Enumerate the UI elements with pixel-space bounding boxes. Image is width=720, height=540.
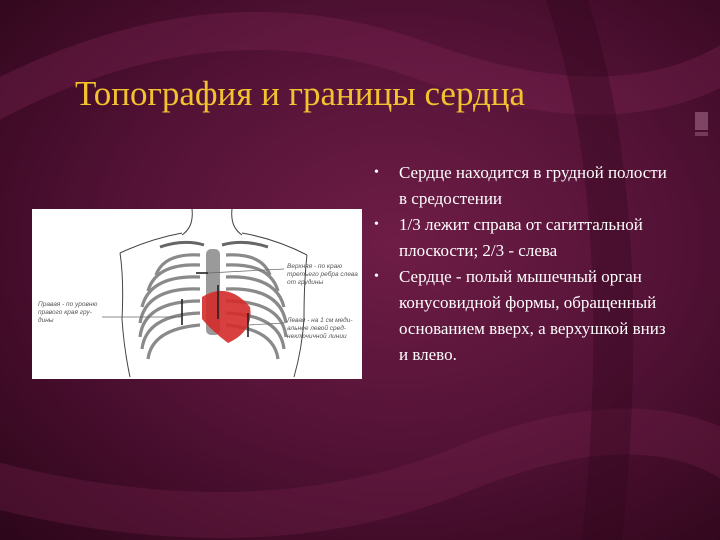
bullet-icon: • [374, 269, 379, 284]
bullet-text: 1/3 лежит справа от сагиттальной плоскости; 2/3 - слева [399, 215, 643, 260]
bullet-list [370, 160, 670, 368]
slide-title: Топография и границы сердца [75, 74, 526, 113]
bullet-icon: • [374, 217, 379, 232]
ribcage-illustration [32, 209, 362, 379]
bullet-text: Сердце - полый мышечный орган конусовидной формы, обращенный основанием вверх, а верхушкой вниз и влево. [399, 267, 666, 364]
right-border-label: Правая - по уровню правого края гру- дины [38, 301, 98, 324]
upper-border-label: Верхняя - по краю третьего ребра слева от грудины [287, 263, 358, 286]
bullet-item [370, 212, 670, 264]
heart-topography-figure [32, 209, 362, 379]
bullet-item [370, 264, 670, 368]
bullet-item [370, 160, 670, 212]
left-border-label: Левая - на 1 см меди- альнее левой сред- неключичной линии [287, 317, 353, 340]
bullet-icon: • [374, 165, 379, 180]
bullet-text: Сердце находится в грудной полости в средостении [399, 163, 667, 208]
